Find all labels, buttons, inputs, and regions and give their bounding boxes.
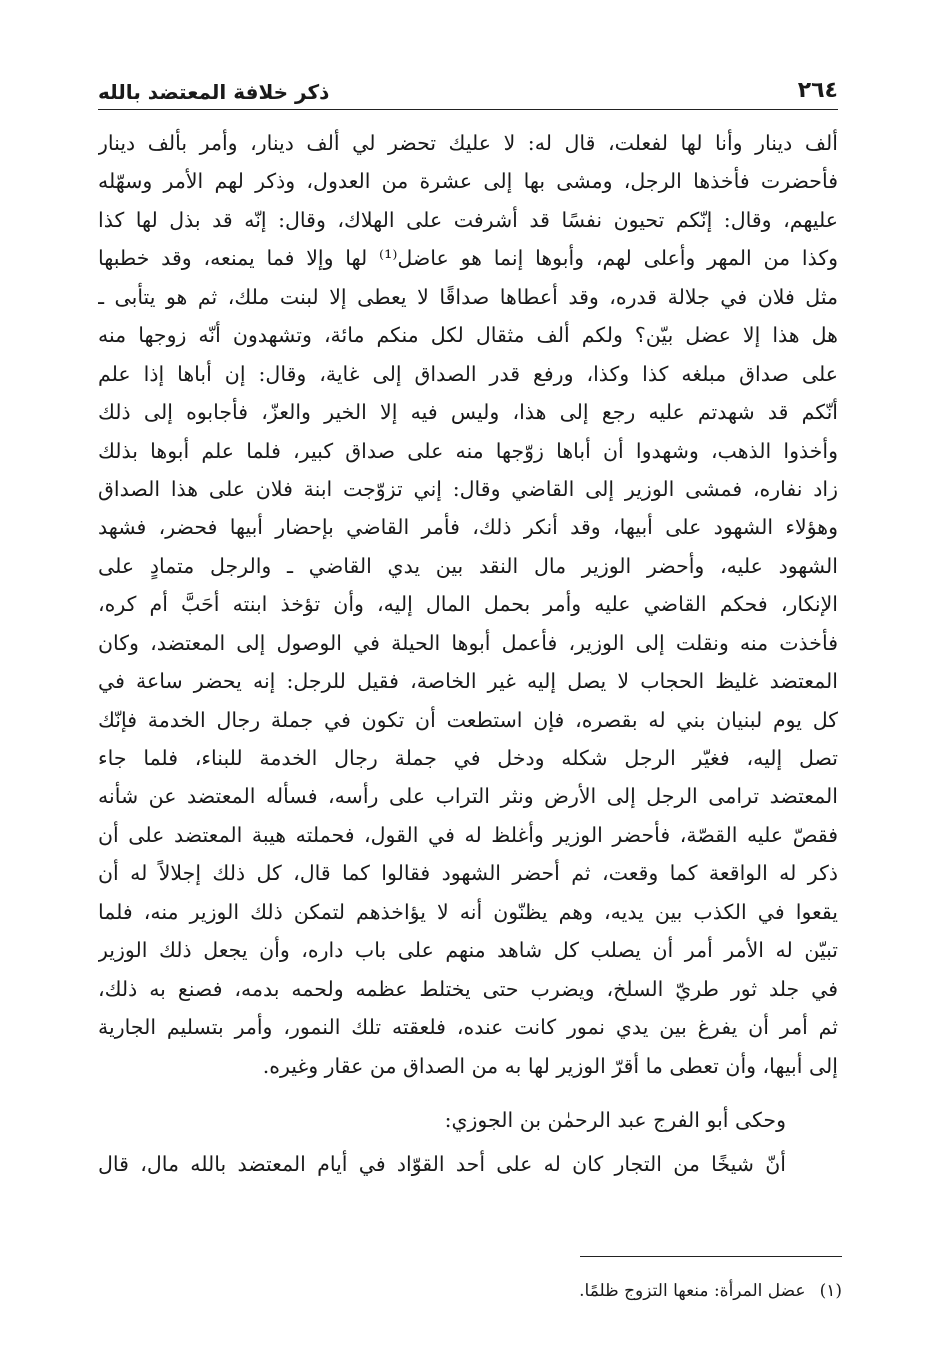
footnote-rule bbox=[580, 1256, 842, 1257]
text-line: أنّ شيخًا من التجار كان له على أحد القوّاد في أيام المعتضد بالله مال، قال bbox=[98, 1152, 786, 1177]
text-line: تبيّن له الأمر أمر أن يصلب كل شاهد منهم على باب داره، وأن يجعل ذلك الوزير bbox=[98, 938, 838, 963]
text-line: وأخذوا الذهب، وشهدوا أن أباها زوّجها منه على صداق كبير، فلما علم أبوها بذلك bbox=[98, 438, 838, 463]
text-line: يقعوا في الكذب بين يديه، وهم يظنّون أنه لا يؤاخذهم لتمكن ذلك الوزير منه، فلما bbox=[98, 899, 838, 924]
footnote bbox=[102, 1276, 842, 1306]
text-line: تصل إليه، فغيّر الرجل شكله ودخل في جملة رجال الخدمة للبناء، فلما جاء bbox=[98, 746, 838, 770]
text-line: ثم أمر أن يفرغ بين يدي نمور كانت عنده، فلعقته تلك النمور، وأمر بتسليم الجارية bbox=[98, 1015, 838, 1040]
text-line: الشهود عليه، وأحضر الوزير مال النقد بين يدي القاضي ـ والرجل متمادٍ على bbox=[98, 553, 838, 578]
text-line: فأخذت منه ونقلت إلى الوزير، فأعمل أبوها الحيلة في الوصول إلى المعتضد، وكان bbox=[98, 630, 838, 655]
text-line: كل يوم لبنيان بني له بقصره، فإن استطعت أن تكون في جملة رجال الخدمة فإنّك bbox=[98, 707, 838, 732]
text-line: ألف دينار وأنا لها لفعلت، قال له: لا عليك تحضر لي ألف دينار، وأمر بألف دينار bbox=[98, 131, 838, 155]
text-line: الإنكار، فحكم القاضي عليه وأمر بحمل المال إليه، وأن تؤخذ ابنته أحَبَّ أم كره، bbox=[98, 592, 838, 617]
header-rule bbox=[98, 109, 838, 110]
text-line: المعتضد ترامى الرجل إلى الأرض ونثر التراب على رأسه، فسأله المعتضد عن شأنه bbox=[98, 784, 838, 809]
text-line: عليهم، وقال: إنّكم تحيون نفسًا قد أشرفت على الهلاك، وقال: إنّه قد بذل لها كذا bbox=[98, 207, 838, 232]
text-line: وهؤلاء الشهود على أبيها، وقد أنكر ذلك، فأمر القاضي بإحضار أبيها فحضر، فشهد bbox=[98, 515, 838, 540]
text-line: ذكر له الواقعة كما وقعت، ثم أحضر الشهود فقالوا كما قال، كل ذلك إجلالاً له أن bbox=[98, 861, 838, 886]
footnote-text: عضل المرأة: منعها التزوج ظلمًا. bbox=[579, 1281, 806, 1301]
text-line: المعتضد غليظ الحجاب لا يصل إليه غير الخاصة، فقيل للرجل: إنه يحضر ساعة في bbox=[98, 669, 838, 694]
text-line: على صداق مبلغه كذا وكذا، ورفع قدر الصداق إلى غاية، وقال: إن أباها إذا علم bbox=[98, 361, 838, 386]
body-text bbox=[98, 124, 838, 1184]
footnote-marker: (١) bbox=[819, 1281, 842, 1301]
text-line: وحكى أبو الفرج عبد الرحمٰن بن الجوزي: bbox=[444, 1107, 786, 1132]
running-title: ذكر خلافة المعتضد بالله bbox=[98, 80, 330, 104]
text-line: زاد نفاره، فمشى الوزير إلى القاضي وقال: إني تزوّجت ابنة فلان على هذا الصداق bbox=[98, 476, 838, 501]
text-line: وكذا من المهر وأعلى لهم، وأبوها إنما هو عاضل⁽¹⁾ لها وإلا فما يمنعه، وقد خطبها bbox=[98, 246, 838, 271]
page-header bbox=[98, 66, 838, 106]
text-line: هل هذا إلا عضل بيّن؟ ولكم ألف مثقال لكل منكم مائة، وتشهدون أنّه زوجها منه bbox=[98, 323, 838, 348]
text-line: فقصّ عليه القصّة، فأحضر الوزير وأغلظ له في القول، فحملته هيبة المعتضد على أن bbox=[98, 822, 838, 847]
text-line: أنّكم قد شهدتم عليه رجع إلى هذا، وليس فيه إلا الخير والعزّ، فأجابوه إلى ذلك bbox=[98, 400, 838, 425]
text-line: إلى أبيها، وأن تعطى ما أقرّ الوزير لها به من الصداق من عقار وغيره. bbox=[262, 1053, 838, 1078]
text-line: مثل فلان في جلالة قدره، وقد أعطاها صداقًا لا يعطى إلا لبنت ملك، ثم هو يتأبى ـ bbox=[98, 284, 838, 309]
text-line: في جلد ثور طريّ السلخ، ويضرب حتى يختلط عظمه ولحمه بدمه، فصنع به ذلك، bbox=[98, 976, 838, 1001]
page-number: ٢٦٤ bbox=[797, 78, 838, 103]
text-line: فأحضرت فأخذها الرجل، ومشى بها إلى عشرة من العدول، وذكر لهم الأمر وسهّله bbox=[98, 169, 838, 194]
